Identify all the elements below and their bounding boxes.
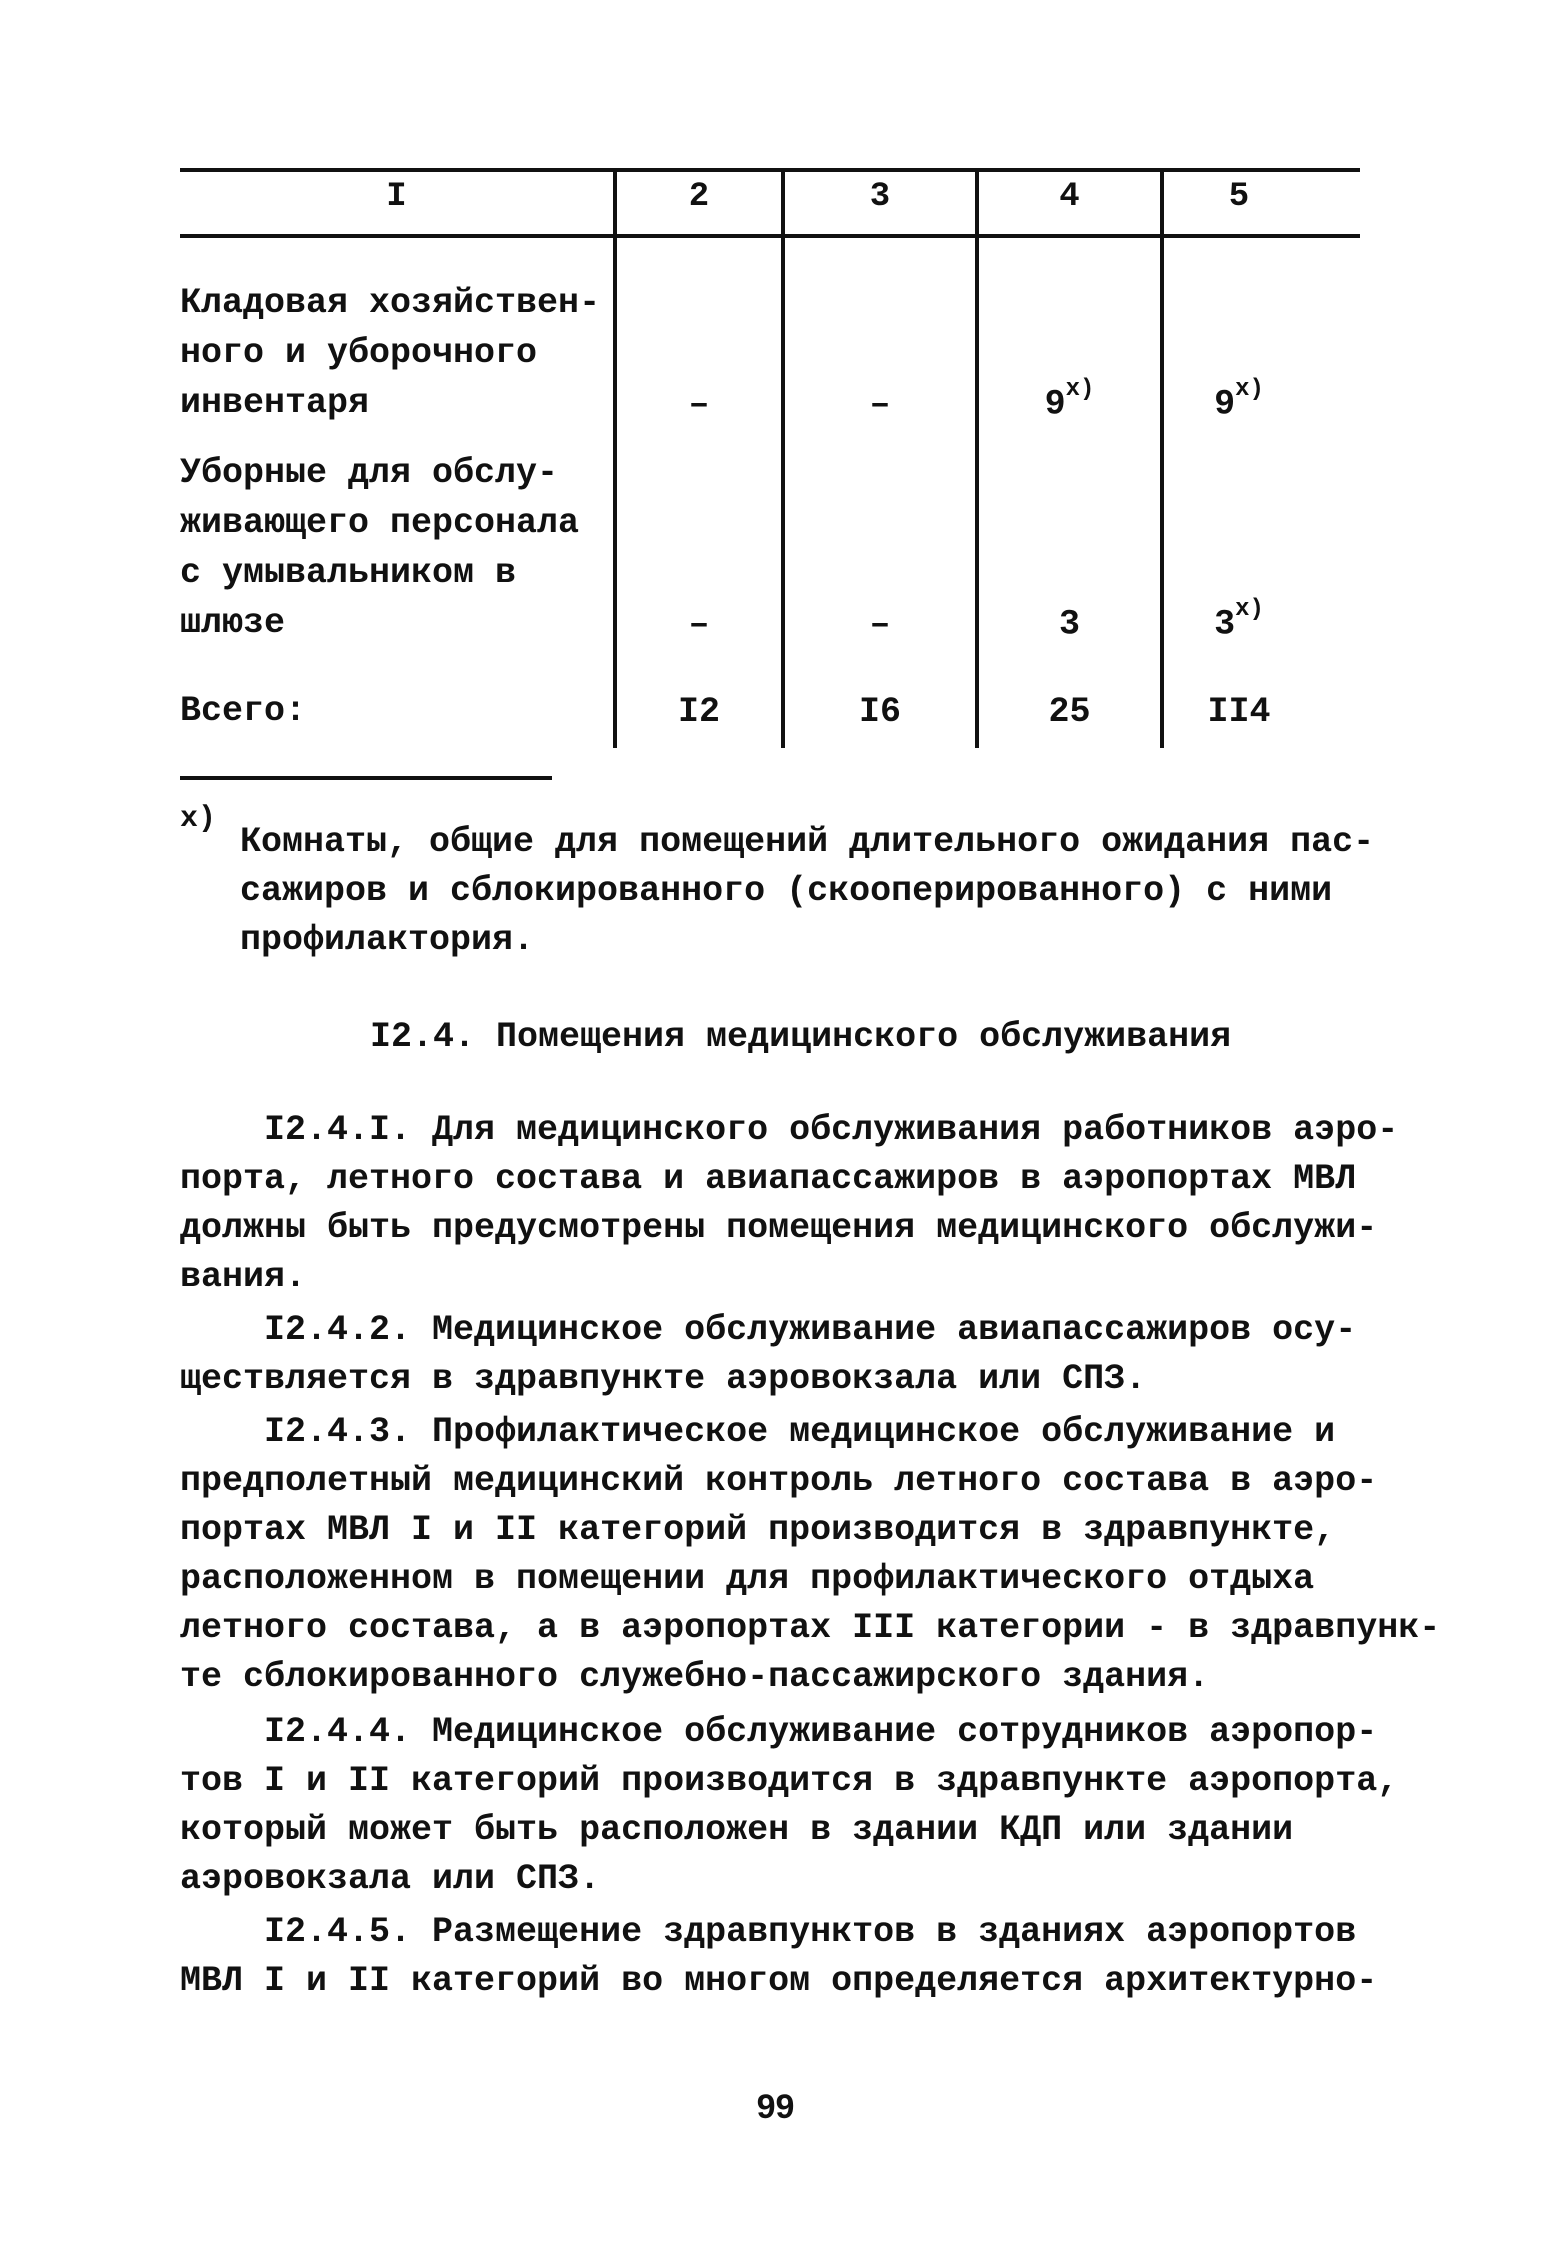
footnote-text: Комнаты, общие для помещений длительного ожидания пас- сажиров и сблокированного (скооперированного) с ними профилактория. bbox=[240, 822, 1375, 960]
table-header-cell: 3 bbox=[869, 178, 891, 216]
table-cell: 3 bbox=[1058, 604, 1080, 645]
table-header-cell: I bbox=[386, 178, 407, 216]
table-cell: – bbox=[688, 384, 710, 425]
paragraph: I2.4.4. Медицинское обслуживание сотрудников аэропор- тов I и II категорий производится в здравпункте аэропорта, который может быть расположен в здании КДП или здании аэровокзала или СПЗ. bbox=[180, 1712, 1399, 1899]
table-row-label: Кладовая хозяйствен- ного и уборочного инвентаря bbox=[180, 283, 601, 423]
table-header-cell: 5 bbox=[1228, 178, 1250, 216]
table-cell: – bbox=[869, 384, 891, 425]
table-cell: 9$^{x)}$ bbox=[1214, 376, 1264, 425]
table-cell: 3$^{x)}$ bbox=[1214, 596, 1264, 645]
table-row-label: Уборные для обслу- живающего персонала с умывальником в шлюзе bbox=[180, 453, 580, 643]
table-cell: II4 bbox=[1207, 692, 1271, 732]
footnote-mark: x) bbox=[180, 802, 217, 836]
table-column-divider bbox=[1160, 168, 1164, 748]
paragraph: I2.4.I. Для медицинского обслуживания работников аэро- порта, летного состава и авиапассажиров в аэропортах МВЛ должны быть предусмотрены помещения медицинского обслужи- вания. bbox=[180, 1110, 1399, 1297]
paragraph: I2.4.3. Профилактическое медицинское обслуживание и предполетный медицинский контроль летного состава в аэро- портах МВЛ I и II категорий производится в здравпункте, расположенном в помещении для профилактического отдыха летного состава, а в аэропортах III категории - в здравпунк- те сблокированного служебно-пассажирского здания. bbox=[180, 1412, 1441, 1697]
table-cell: – bbox=[688, 604, 710, 645]
table-top-rule bbox=[180, 168, 1360, 172]
paragraph: I2.4.2. Медицинское обслуживание авиапассажиров осу- ществляется в здравпункте аэровокзала или СПЗ. bbox=[180, 1310, 1357, 1399]
table-cell: 9$^{x)}$ bbox=[1044, 376, 1095, 425]
paragraph: I2.4.5. Размещение здравпунктов в зданиях аэропортов МВЛ I и II категорий во многом определяется архитектурно- bbox=[180, 1912, 1378, 2001]
table-cell: I2 bbox=[677, 692, 720, 732]
page-number: 99 bbox=[756, 2088, 795, 2126]
table-column-divider bbox=[781, 168, 785, 748]
table-cell: 25 bbox=[1048, 692, 1091, 732]
table-bottom-rule bbox=[180, 776, 552, 780]
table-cell: – bbox=[869, 604, 891, 645]
table-header-rule bbox=[180, 234, 1360, 238]
section-heading: I2.4. Помещения медицинского обслуживания bbox=[370, 1017, 1232, 1057]
table-row-label: Всего: bbox=[180, 691, 307, 731]
table-column-divider bbox=[975, 168, 979, 748]
table-column-divider bbox=[613, 168, 617, 748]
table-cell: I6 bbox=[858, 692, 901, 732]
table-header-cell: 2 bbox=[688, 178, 710, 216]
table-header-cell: 4 bbox=[1059, 178, 1080, 216]
